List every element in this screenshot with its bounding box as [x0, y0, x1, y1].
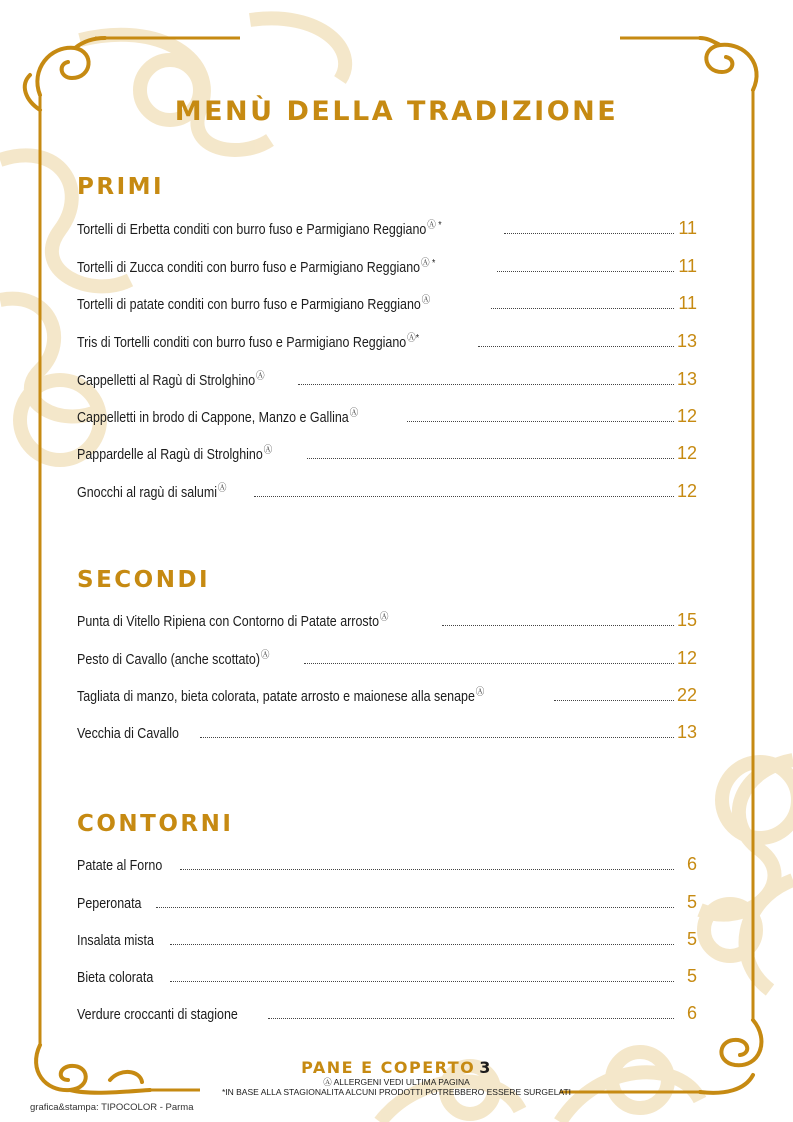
allergen-mark: Ⓐ *	[427, 220, 442, 232]
item-price: 12	[676, 481, 697, 501]
dot-leader	[497, 271, 674, 272]
printer-credit: grafica&stampa: TIPOCOLOR - Parma	[30, 1102, 194, 1113]
item-name: Punta di Vitello Ripiena con Contorno di Patate arrostoⒶ	[77, 612, 389, 630]
allergen-note: Ⓐ ALLERGENI VEDI ULTIMA PAGINA	[323, 1077, 470, 1087]
menu-item	[77, 365, 697, 389]
item-name: Pesto di Cavallo (anche scottato)Ⓐ	[77, 650, 270, 668]
item-name: Insalata mista	[77, 933, 154, 949]
cover-charge-label: PANE E COPERTO	[301, 1058, 476, 1077]
item-price: 15	[676, 610, 697, 630]
cover-charge	[0, 1058, 793, 1077]
allergen-mark: Ⓐ	[475, 687, 485, 699]
section-title-primi: PRIMI	[77, 174, 165, 200]
allergen-mark: Ⓐ	[260, 650, 270, 662]
dot-leader	[491, 308, 674, 309]
item-name: Vecchia di Cavallo	[77, 726, 179, 742]
item-name: Gnocchi al ragù di salumiⒶ	[77, 483, 227, 501]
section-secondi	[77, 565, 697, 750]
item-name: Tris di Tortelli conditi con burro fuso e Parmigiano ReggianoⒶ*	[77, 333, 420, 351]
menu-item	[77, 718, 697, 742]
item-name: Verdure croccanti di stagione	[77, 1007, 238, 1023]
allergen-mark: Ⓐ	[263, 445, 273, 457]
dot-leader	[298, 384, 674, 385]
menu-item	[77, 681, 697, 705]
allergen-mark: Ⓐ	[421, 295, 431, 307]
dot-leader	[307, 458, 674, 459]
seasonal-note: *IN BASE ALLA STAGIONALITA ALCUNI PRODOTTI POTREBBERO ESSERE SURGELATI	[221, 1087, 572, 1097]
item-name: Cappelletti in brodo di Cappone, Manzo e GallinaⒶ	[77, 408, 359, 426]
menu-item	[77, 327, 697, 351]
menu-item	[77, 477, 697, 501]
allergen-mark: Ⓐ	[217, 483, 227, 495]
section-title-secondi: SECONDI	[77, 567, 211, 593]
menu-item	[77, 289, 697, 313]
item-price: 11	[678, 256, 697, 276]
dot-leader	[554, 700, 674, 701]
allergen-mark: Ⓐ	[256, 371, 265, 383]
dot-leader	[478, 346, 674, 347]
item-name: Tagliata di manzo, bieta colorata, patate arrosto e maionese alla senapeⒶ	[77, 687, 485, 705]
cover-charge-price: 3	[479, 1058, 492, 1077]
menu-item	[77, 606, 697, 630]
menu-item	[77, 850, 697, 874]
menu-item	[77, 214, 697, 238]
item-price: 5	[686, 929, 697, 949]
menu-item	[77, 999, 697, 1023]
dot-leader	[407, 421, 674, 422]
item-price: 6	[686, 854, 697, 874]
item-name: Tortelli di Erbetta conditi con burro fuso e Parmigiano ReggianoⒶ *	[77, 220, 442, 238]
item-price: 12	[676, 648, 697, 668]
item-price: 11	[678, 218, 697, 238]
item-price: 22	[676, 685, 697, 705]
allergen-mark: Ⓐ*	[407, 333, 420, 345]
item-price: 12	[676, 406, 697, 426]
item-name: Peperonata	[77, 896, 142, 912]
allergen-mark: Ⓐ	[379, 612, 389, 624]
dot-leader	[180, 869, 674, 870]
item-price: 13	[676, 722, 697, 742]
item-price: 13	[676, 369, 697, 389]
dot-leader	[170, 944, 674, 945]
item-name: Bieta colorata	[77, 970, 154, 986]
dot-leader	[442, 625, 674, 626]
allergen-mark: Ⓐ	[349, 408, 359, 420]
item-price: 6	[686, 1003, 697, 1023]
dot-leader	[200, 737, 674, 738]
menu-item	[77, 925, 697, 949]
item-price: 5	[686, 892, 697, 912]
item-price: 11	[678, 293, 697, 313]
dot-leader	[304, 663, 674, 664]
item-name: Tortelli di Zucca conditi con burro fuso e Parmigiano ReggianoⒶ *	[77, 258, 436, 276]
item-name: Pappardelle al Ragù di StrolghinoⒶ	[77, 445, 273, 463]
menu-item	[77, 252, 697, 276]
item-price: 5	[686, 966, 697, 986]
menu-item	[77, 402, 697, 426]
dot-leader	[268, 1018, 674, 1019]
section-primi	[77, 172, 697, 502]
dot-leader	[504, 233, 674, 234]
allergen-mark: Ⓐ *	[420, 258, 436, 270]
section-contorni	[77, 809, 697, 1029]
dot-leader	[254, 496, 674, 497]
item-name: Patate al Forno	[77, 858, 163, 874]
dot-leader	[156, 907, 674, 908]
dot-leader	[170, 981, 674, 982]
item-name: Tortelli di patate conditi con burro fuso e Parmigiano ReggianoⒶ	[77, 295, 431, 313]
item-price: 12	[676, 443, 697, 463]
page-title: MENÙ DELLA TRADIZIONE	[174, 96, 619, 127]
menu-item	[77, 439, 697, 463]
item-name: Cappelletti al Ragù di StrolghinoⒶ	[77, 371, 265, 389]
menu-item	[77, 888, 697, 912]
menu-item	[77, 644, 697, 668]
menu-item	[77, 962, 697, 986]
footer	[0, 1058, 793, 1097]
item-price: 13	[676, 331, 697, 351]
section-title-contorni: CONTORNI	[77, 811, 234, 837]
